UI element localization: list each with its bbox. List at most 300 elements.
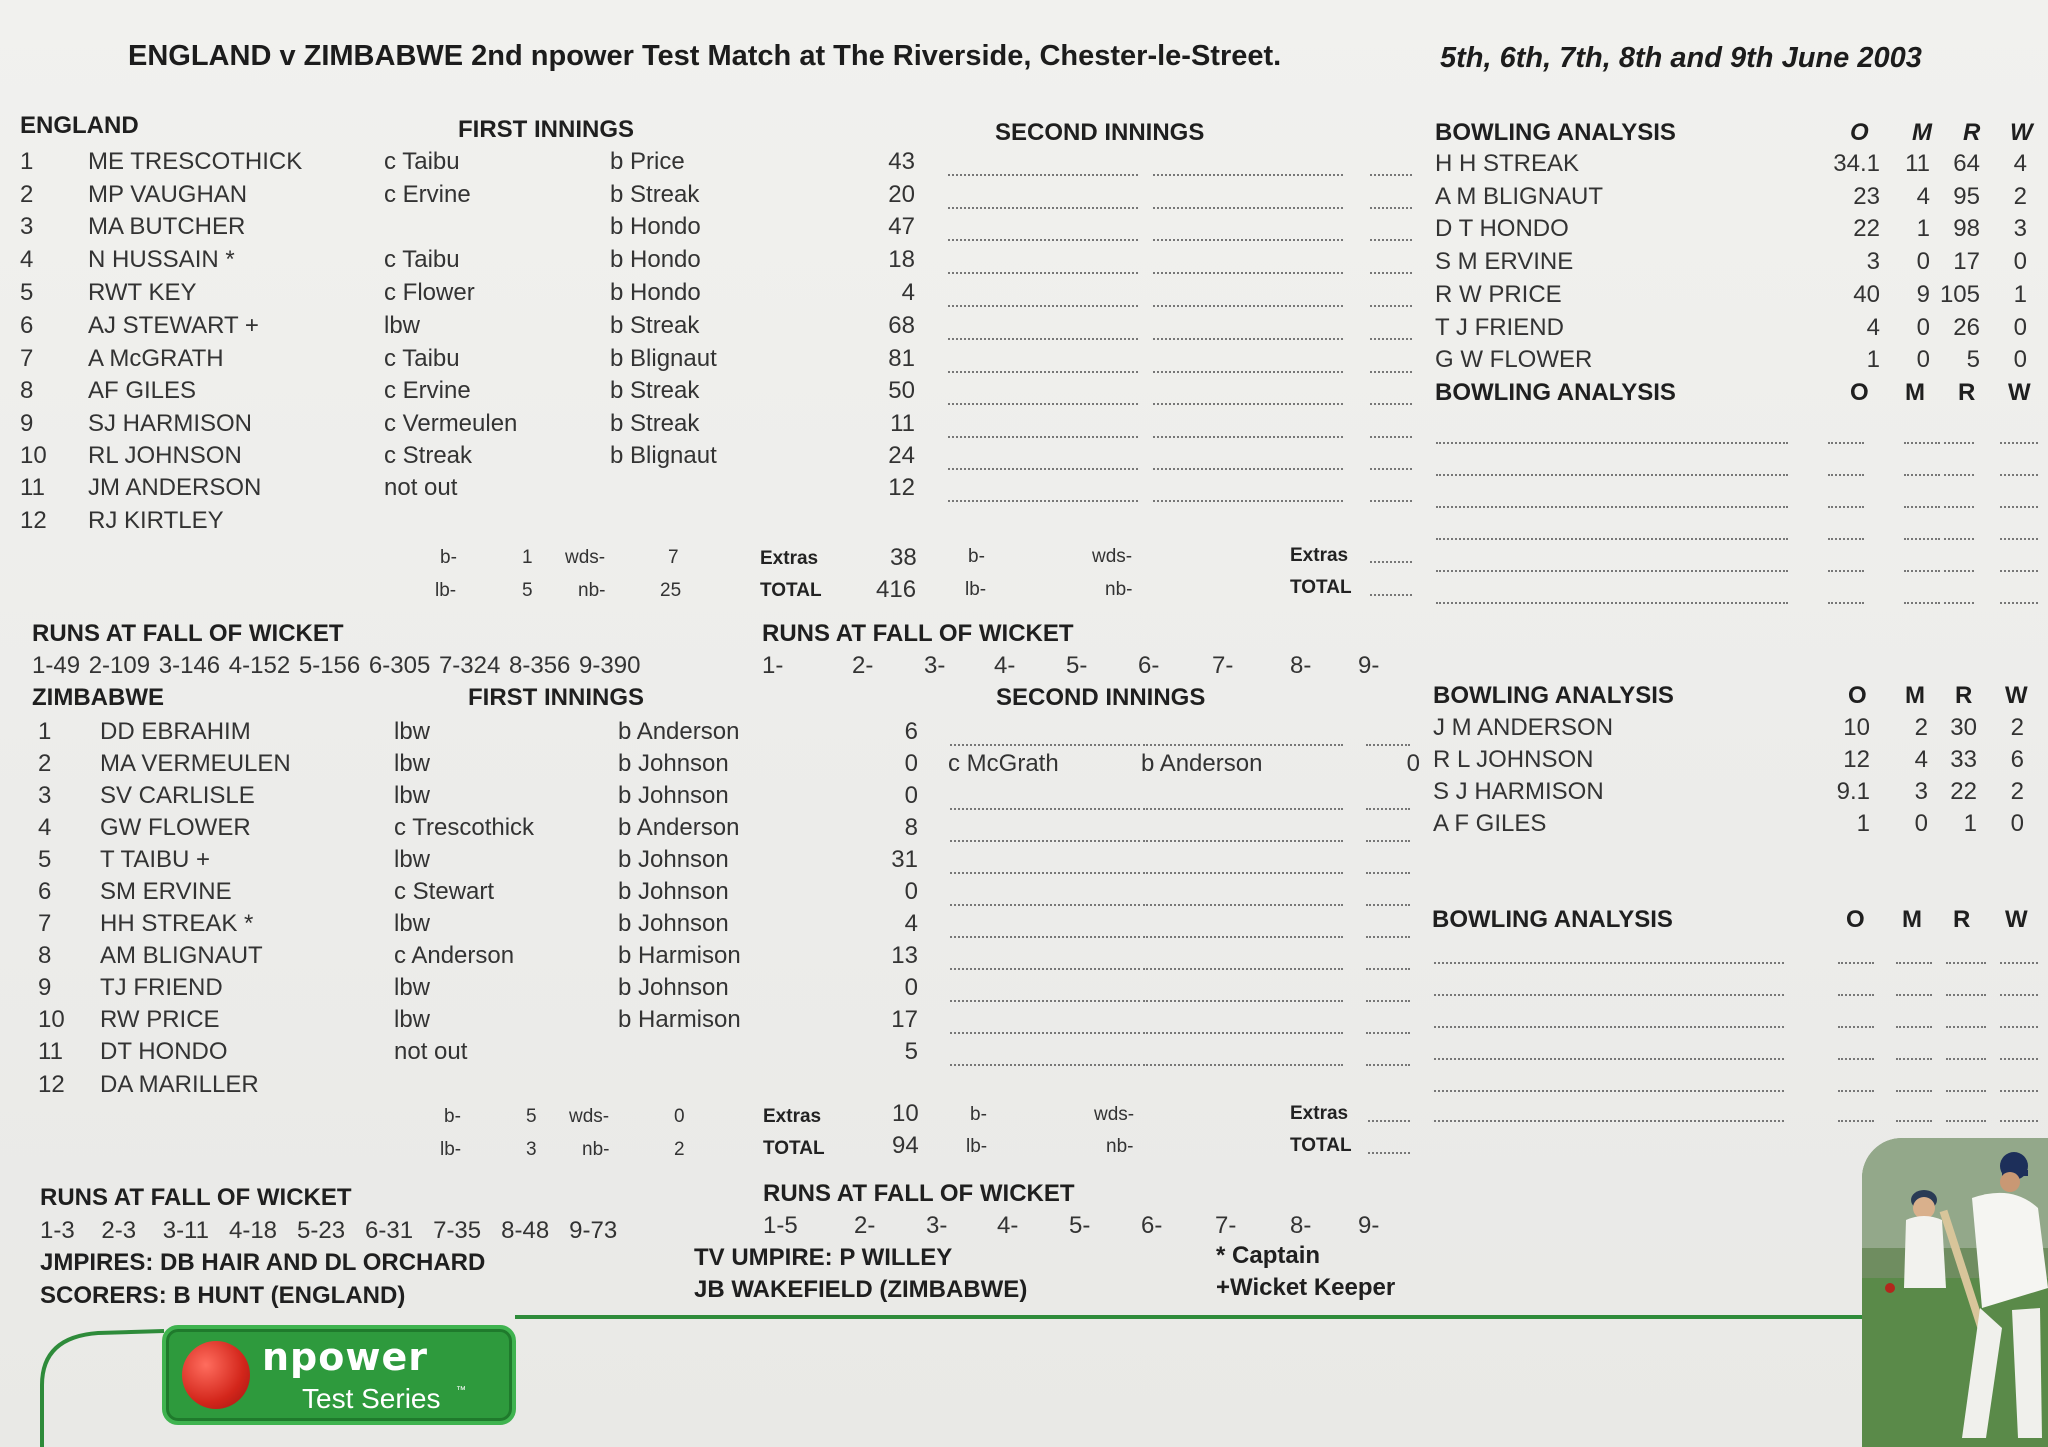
total-dotted-line: [1370, 580, 1412, 596]
fow-entry: 8-: [1290, 1212, 1312, 1239]
batter-runs: 17: [891, 1006, 918, 1033]
blank-maidens-line: [1904, 524, 1940, 540]
blank-bowler-line: [1436, 428, 1788, 444]
eng-nb-value: 25: [660, 580, 682, 601]
eng-nb-label: nb-: [578, 580, 606, 601]
batter-name: SM ERVINE: [100, 878, 232, 905]
zim-bowl-col-M: M: [1905, 682, 1925, 709]
batter-name: RL JOHNSON: [88, 442, 242, 469]
dismissal-bowler: b Streak: [610, 410, 700, 437]
dismissal-method: c Anderson: [394, 942, 515, 969]
batter-runs: 0: [904, 974, 918, 1001]
batter-runs: 47: [888, 213, 915, 240]
eng-total-value: 416: [876, 576, 917, 603]
blank-wickets-line: [2000, 1106, 2038, 1122]
batter-number: 5: [38, 846, 52, 873]
batter-runs: 68: [888, 312, 915, 339]
blank-runs-line: [1946, 1044, 1986, 1060]
bowler-name: S J HARMISON: [1433, 778, 1604, 805]
blank-wickets-line: [2000, 1012, 2038, 1028]
zim-wds-label: wds-: [569, 1106, 610, 1127]
second-innings-dotted-line: [1370, 389, 1412, 405]
second-innings-dotted-line: [950, 890, 1140, 906]
dismissal-method: lbw: [394, 1006, 431, 1033]
second-innings-dotted-line: [1366, 1050, 1410, 1066]
second-innings-dotted-line: [948, 291, 1138, 307]
blank-runs-line: [1946, 1012, 1986, 1028]
batter-runs: 50: [888, 377, 915, 404]
blank-bowler-line: [1436, 588, 1788, 604]
second-innings-dismissal: c McGrath: [948, 750, 1059, 777]
batter-name: MP VAUGHAN: [88, 181, 248, 208]
batter-runs: 12: [888, 474, 915, 501]
bowler-maidens: 0: [1914, 810, 1928, 837]
batter-number: 12: [38, 1071, 65, 1098]
second-innings-dotted-line: [1153, 291, 1343, 307]
eng-bowl2-col-O: O: [1850, 379, 1869, 406]
eng-fow-heading: RUNS AT FALL OF WICKET: [32, 620, 344, 647]
eng-lb-label: lb-: [435, 580, 457, 601]
bowler-name: H H STREAK: [1435, 150, 1580, 177]
batter-name: DD EBRAHIM: [100, 718, 251, 745]
eng-2nd-total-label: TOTAL: [1290, 577, 1352, 598]
second-innings-dotted-line: [1143, 730, 1343, 746]
batter-runs: 8: [904, 814, 918, 841]
dismissal-method: c Stewart: [394, 878, 495, 905]
zim-2nd-lb-label: lb-: [966, 1136, 988, 1157]
bowler-maidens: 0: [1916, 346, 1930, 373]
second-innings-dotted-line: [948, 193, 1138, 209]
dismissal-method: c Trescothick: [394, 814, 535, 841]
bowler-runs: 64: [1953, 150, 1980, 177]
zim-fow-heading: RUNS AT FALL OF WICKET: [40, 1184, 352, 1211]
dismissal-bowler: b Johnson: [618, 782, 729, 809]
batter-number: 10: [20, 442, 47, 469]
bowler-runs: 30: [1950, 714, 1977, 741]
dismissal-bowler: b Hondo: [610, 213, 701, 240]
second-innings-dotted-line: [1370, 422, 1412, 438]
second-innings-dotted-line: [1153, 258, 1343, 274]
tv-umpire-line: TV UMPIRE: P WILLEY: [694, 1244, 953, 1271]
bowler-wickets: 0: [2013, 248, 2027, 275]
zim-2nd-extras-label: Extras: [1290, 1103, 1349, 1124]
blank-overs-line: [1828, 556, 1864, 572]
dismissal-bowler: b Streak: [610, 377, 700, 404]
second-innings-dotted-line: [948, 389, 1138, 405]
fow-entry: 5-: [1066, 652, 1088, 679]
fow-entry: 5-: [1069, 1212, 1091, 1239]
blank-runs-line: [1944, 524, 1974, 540]
second-innings-dotted-line: [950, 922, 1140, 938]
batter-number: 9: [38, 974, 52, 1001]
dismissal-method: c Ervine: [384, 181, 471, 208]
batter-runs: 4: [904, 910, 918, 937]
batter-runs: 0: [904, 878, 918, 905]
bowler-maidens: 4: [1914, 746, 1928, 773]
second-innings-dotted-line: [1366, 730, 1410, 746]
eng-fow-values: 1-49 2-109 3-146 4-152 5-156 6-305 7-324 8-356 9-390: [32, 652, 641, 679]
fow-entry: 9-: [1358, 652, 1380, 679]
batter-runs: 6: [904, 718, 918, 745]
second-innings-dotted-line: [1370, 160, 1412, 176]
bowler-wickets: 2: [2010, 778, 2024, 805]
blank-maidens-line: [1896, 1012, 1932, 1028]
eng-first-innings-heading: FIRST INNINGS: [458, 116, 635, 143]
fow-entry: 1-: [762, 652, 784, 679]
second-innings-dotted-line: [948, 324, 1138, 340]
second-innings-dotted-line: [948, 225, 1138, 241]
eng-2nd-wds-label: wds-: [1092, 546, 1133, 567]
second-innings-dotted-line: [1143, 858, 1343, 874]
batter-number: 2: [20, 181, 34, 208]
bowler-overs: 34.1: [1833, 150, 1880, 177]
bowler-name: S M ERVINE: [1435, 248, 1574, 275]
batter-runs: 43: [888, 148, 915, 175]
second-innings-dotted-line: [950, 794, 1140, 810]
batter-name: RWT KEY: [88, 279, 197, 306]
second-innings-dotted-line: [1143, 922, 1343, 938]
bowler-wickets: 2: [2013, 183, 2027, 210]
second-innings-dotted-line: [948, 160, 1138, 176]
blank-runs-line: [1944, 460, 1974, 476]
zim-second-innings-heading: SECOND INNINGS: [996, 684, 1206, 711]
dismissal-method: c Vermeulen: [384, 410, 518, 437]
wicket-keeper-key: +Wicket Keeper: [1216, 1274, 1396, 1301]
second-innings-dotted-line: [1143, 954, 1343, 970]
cricketers-image: [1862, 1138, 2048, 1447]
bowler-maidens: 3: [1914, 778, 1928, 805]
second-innings-dotted-line: [1153, 225, 1343, 241]
batter-runs: 31: [891, 846, 918, 873]
fow-entry: 1-5: [763, 1212, 798, 1239]
cricket-action-photo: [1862, 1138, 2048, 1447]
bowler-name: R L JOHNSON: [1433, 746, 1594, 773]
eng-bowl2-col-R: R: [1958, 379, 1976, 406]
zim-bowl2-col-W: W: [2005, 906, 2028, 933]
blank-overs-line: [1838, 1044, 1874, 1060]
blank-maidens-line: [1896, 1106, 1932, 1122]
zim-bowl-col-O: O: [1848, 682, 1867, 709]
fow-entry: 3-: [924, 652, 946, 679]
bowler-maidens: 4: [1916, 183, 1930, 210]
blank-runs-line: [1946, 1106, 1986, 1122]
bowler-overs: 10: [1843, 714, 1870, 741]
eng-bowl2-col-W: W: [2008, 379, 2031, 406]
batter-runs: 5: [904, 1038, 918, 1065]
zim-2nd-wds-label: wds-: [1094, 1104, 1135, 1125]
captain-key: * Captain: [1216, 1242, 1321, 1269]
zimbabwe-team-label: ZIMBABWE: [32, 684, 164, 711]
blank-overs-line: [1838, 948, 1874, 964]
dismissal-method: not out: [394, 1038, 468, 1065]
bowler-wickets: 0: [2013, 314, 2027, 341]
eng-bowling-heading-2: BOWLING ANALYSIS: [1435, 379, 1676, 406]
second-innings-dotted-line: [950, 986, 1140, 1002]
bowler-name: J M ANDERSON: [1433, 714, 1614, 741]
eng-2nd-nb-label: nb-: [1105, 579, 1133, 600]
bowler-runs: 22: [1950, 778, 1977, 805]
bowler-wickets: 4: [2013, 150, 2027, 177]
blank-maidens-line: [1904, 556, 1940, 572]
batter-name: MA BUTCHER: [88, 213, 246, 240]
batter-number: 5: [20, 279, 34, 306]
bowler-overs: 12: [1843, 746, 1870, 773]
fow-entry: 9-: [1358, 1212, 1380, 1239]
second-innings-dotted-line: [950, 858, 1140, 874]
england-team-label: ENGLAND: [20, 112, 139, 139]
dismissal-bowler: b Price: [610, 148, 685, 175]
batter-number: 6: [20, 312, 34, 339]
second-innings-dotted-line: [1370, 324, 1412, 340]
blank-wickets-line: [2000, 556, 2038, 572]
blank-overs-line: [1838, 1012, 1874, 1028]
zim-b-label: b-: [444, 1106, 461, 1127]
batter-number: 8: [20, 377, 34, 404]
second-innings-dotted-line: [1366, 858, 1410, 874]
second-innings-dotted-line: [1143, 1018, 1343, 1034]
bowler-wickets: 3: [2013, 215, 2027, 242]
second-innings-dotted-line: [948, 422, 1138, 438]
zim-fow2-heading: RUNS AT FALL OF WICKET: [763, 1180, 1075, 1207]
dismissal-bowler: b Johnson: [618, 910, 729, 937]
batter-name: TJ FRIEND: [100, 974, 223, 1001]
eng-bowl-col-O: O: [1850, 119, 1869, 146]
cricket-ball-icon: [182, 1341, 250, 1409]
blank-bowler-line: [1436, 556, 1788, 572]
zim-lb-value: 3: [526, 1139, 537, 1160]
zim-total-label: TOTAL: [763, 1138, 825, 1159]
eng-second-innings-heading: SECOND INNINGS: [995, 119, 1205, 146]
second-innings-dotted-line: [950, 826, 1140, 842]
batter-runs: 0: [904, 750, 918, 777]
blank-bowler-line: [1434, 948, 1784, 964]
dismissal-bowler: b Harmison: [618, 1006, 741, 1033]
blank-overs-line: [1838, 980, 1874, 996]
eng-wds-label: wds-: [565, 547, 606, 568]
bowler-overs: 4: [1866, 314, 1880, 341]
batter-name: GW FLOWER: [100, 814, 251, 841]
second-innings-dotted-line: [1153, 160, 1343, 176]
batter-runs: 18: [888, 246, 915, 273]
blank-bowler-line: [1436, 492, 1788, 508]
bowler-runs: 98: [1953, 215, 1980, 242]
batter-number: 7: [38, 910, 52, 937]
zim-total-value: 94: [892, 1132, 919, 1159]
bowler-runs: 5: [1966, 346, 1980, 373]
second-innings-dotted-line: [1153, 486, 1343, 502]
batter-number: 3: [20, 213, 34, 240]
blank-runs-line: [1944, 588, 1974, 604]
second-innings-dotted-line: [1143, 890, 1343, 906]
blank-overs-line: [1828, 524, 1864, 540]
scorers-line: SCORERS: B HUNT (ENGLAND): [40, 1282, 406, 1309]
blank-runs-line: [1946, 948, 1986, 964]
batter-number: 12: [20, 507, 47, 534]
dismissal-bowler: b Anderson: [618, 814, 740, 841]
bowler-name: G W FLOWER: [1435, 346, 1593, 373]
batter-number: 7: [20, 345, 34, 372]
zim-nb-value: 2: [674, 1139, 685, 1160]
zim-bowling-heading-2: BOWLING ANALYSIS: [1432, 906, 1673, 933]
fow-entry: 4-: [994, 652, 1016, 679]
bowler-wickets: 0: [2010, 810, 2024, 837]
zim-b-value: 5: [526, 1106, 537, 1127]
second-innings-dotted-line: [1366, 986, 1410, 1002]
batter-runs: 0: [904, 782, 918, 809]
bowler-overs: 1: [1866, 346, 1880, 373]
batter-name: MA VERMEULEN: [100, 750, 291, 777]
dismissal-method: c Taibu: [384, 148, 460, 175]
npower-brand-text: npower: [262, 1335, 428, 1379]
batter-number: 1: [38, 718, 52, 745]
bowler-maidens: 11: [1905, 150, 1930, 177]
bowler-overs: 9.1: [1836, 778, 1870, 805]
footer-green-line: [515, 1315, 1865, 1319]
bowler-runs: 17: [1953, 248, 1980, 275]
batter-name: N HUSSAIN *: [88, 246, 235, 273]
blank-maidens-line: [1896, 1076, 1932, 1092]
dismissal-method: lbw: [384, 312, 421, 339]
bowler-maidens: 2: [1914, 714, 1928, 741]
zim-fow-values: 1-3 2-3 3-11 4-18 5-23 6-31 7-35 8-48 9-73: [40, 1217, 618, 1244]
blank-wickets-line: [2000, 1076, 2038, 1092]
batter-number: 11: [38, 1038, 63, 1065]
bowler-overs: 40: [1853, 281, 1880, 308]
second-innings-dotted-line: [1366, 922, 1410, 938]
blank-wickets-line: [2000, 1044, 2038, 1060]
second-innings-dotted-line: [950, 1050, 1140, 1066]
bowler-runs: 105: [1939, 281, 1980, 308]
eng-wds-value: 7: [668, 547, 679, 568]
second-innings-dotted-line: [1366, 794, 1410, 810]
fow-entry: 2-: [852, 652, 874, 679]
batter-name: A McGRATH: [88, 345, 224, 372]
batter-runs: 24: [888, 442, 915, 469]
bowler-name: A M BLIGNAUT: [1435, 183, 1604, 210]
second-innings-dotted-line: [1143, 826, 1343, 842]
batter-name: AM BLIGNAUT: [100, 942, 263, 969]
batter-number: 1: [20, 148, 34, 175]
second-innings-dotted-line: [948, 258, 1138, 274]
blank-bowler-line: [1436, 460, 1788, 476]
second-innings-dotted-line: [1370, 486, 1412, 502]
blank-wickets-line: [2000, 948, 2038, 964]
bowler-runs: 1: [1963, 810, 1977, 837]
blank-wickets-line: [2000, 980, 2038, 996]
dismissal-method: c Streak: [384, 442, 473, 469]
dismissal-bowler: b Streak: [610, 312, 700, 339]
bowler-overs: 22: [1853, 215, 1880, 242]
bowler-wickets: 2: [2010, 714, 2024, 741]
fow-entry: 6-: [1138, 652, 1160, 679]
bowler-name: R W PRICE: [1435, 281, 1562, 308]
second-innings-dotted-line: [1143, 986, 1343, 1002]
dismissal-method: c Ervine: [384, 377, 471, 404]
second-innings-dotted-line: [950, 730, 1140, 746]
second-innings-dotted-line: [1370, 258, 1412, 274]
trademark-mark: ™: [456, 1385, 466, 1396]
blank-bowler-line: [1434, 1012, 1784, 1028]
blank-wickets-line: [2000, 492, 2038, 508]
second-innings-bowler: b Anderson: [1141, 750, 1263, 777]
eng-bowl-col-R: R: [1963, 119, 1981, 146]
dismissal-bowler: b Blignaut: [610, 442, 717, 469]
fow-entry: 3-: [926, 1212, 948, 1239]
zim-bowl-col-R: R: [1955, 682, 1973, 709]
dismissal-bowler: b Johnson: [618, 878, 729, 905]
dismissal-bowler: b Hondo: [610, 246, 701, 273]
second-innings-dotted-line: [1366, 826, 1410, 842]
dismissal-method: not out: [384, 474, 458, 501]
fow-entry: 2-: [854, 1212, 876, 1239]
dismissal-bowler: b Hondo: [610, 279, 701, 306]
blank-overs-line: [1828, 492, 1864, 508]
blank-overs-line: [1828, 588, 1864, 604]
bowler-maidens: 1: [1916, 215, 1930, 242]
eng-lb-value: 5: [522, 580, 533, 601]
bowler-wickets: 6: [2010, 746, 2024, 773]
batter-name: DA MARILLER: [100, 1071, 259, 1098]
zim-bowl2-col-M: M: [1902, 906, 1922, 933]
batter-runs: 13: [891, 942, 918, 969]
batter-number: 4: [38, 814, 52, 841]
fow-entry: 4-: [997, 1212, 1019, 1239]
batter-runs: 20: [888, 181, 915, 208]
total-dotted-line: [1368, 1138, 1410, 1154]
zim-first-innings-heading: FIRST INNINGS: [468, 684, 645, 711]
bowler-name: T J FRIEND: [1435, 314, 1564, 341]
zim-nb-label: nb-: [582, 1139, 610, 1160]
blank-runs-line: [1946, 980, 1986, 996]
blank-overs-line: [1838, 1076, 1874, 1092]
batter-number: 9: [20, 410, 34, 437]
batter-name: HH STREAK *: [100, 910, 254, 937]
blank-bowler-line: [1434, 980, 1784, 996]
batter-name: DT HONDO: [100, 1038, 228, 1065]
eng-bowl-col-M: M: [1912, 119, 1932, 146]
dismissal-method: lbw: [394, 718, 431, 745]
second-innings-dotted-line: [1143, 794, 1343, 810]
bowler-maidens: 0: [1916, 248, 1930, 275]
match-dates: 5th, 6th, 7th, 8th and 9th June 2003: [1440, 42, 1922, 74]
batter-name: RJ KIRTLEY: [88, 507, 224, 534]
bowler-wickets: 1: [2013, 281, 2027, 308]
test-series-text: Test Series: [302, 1383, 441, 1414]
batter-name: SJ HARMISON: [88, 410, 253, 437]
fow-entry: 8-: [1290, 652, 1312, 679]
bowler-overs: 3: [1866, 248, 1880, 275]
eng-extras-value: 38: [890, 544, 917, 571]
second-innings-dotted-line: [1366, 890, 1410, 906]
second-innings-dotted-line: [1153, 193, 1343, 209]
second-innings-dotted-line: [1153, 454, 1343, 470]
batter-runs: 81: [888, 345, 915, 372]
dismissal-bowler: b Streak: [610, 181, 700, 208]
dismissal-method: lbw: [394, 974, 431, 1001]
eng-bowl2-col-M: M: [1905, 379, 1925, 406]
eng-2nd-lb-label: lb-: [965, 579, 987, 600]
dismissal-bowler: b Johnson: [618, 974, 729, 1001]
eng-extras-label: Extras: [760, 548, 819, 569]
blank-runs-line: [1944, 428, 1974, 444]
batter-number: 3: [38, 782, 52, 809]
bowler-name: D T HONDO: [1435, 215, 1569, 242]
footer-green-curve: [38, 1325, 168, 1447]
npower-test-series-logo: [162, 1325, 516, 1425]
second-innings-dotted-line: [948, 486, 1138, 502]
blank-maidens-line: [1904, 492, 1940, 508]
blank-bowler-line: [1436, 524, 1788, 540]
